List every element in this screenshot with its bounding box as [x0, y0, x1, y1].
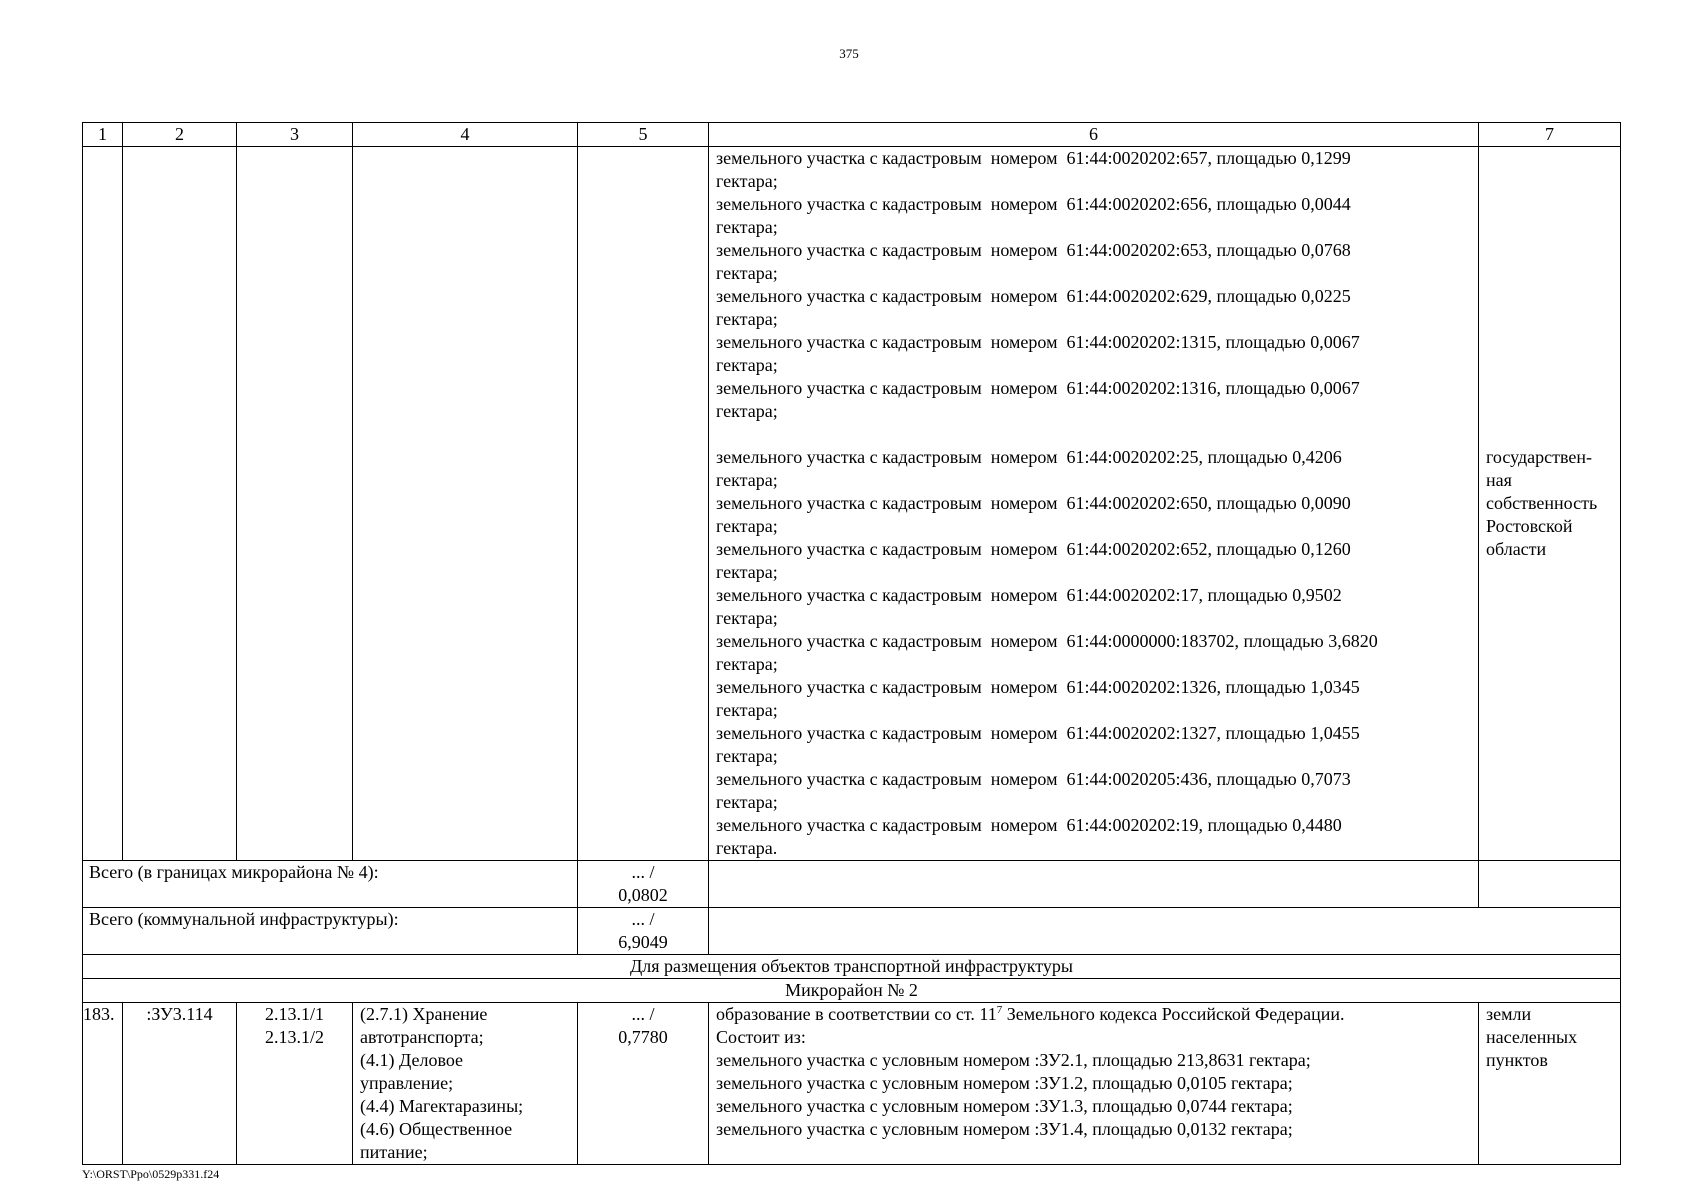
column-header-6: 6	[709, 123, 1479, 147]
parcel-entry	[716, 193, 1478, 239]
ownership-offset	[1486, 147, 1620, 446]
cell-empty	[1479, 861, 1621, 908]
parcel-description: земельного участка с кадастровым номером 61:44:0020202:653, площадью 0,0768	[716, 240, 1351, 260]
parcel-description: земельного участка с кадастровым номером 61:44:0020202:1327, площадью 1,0455	[716, 723, 1360, 743]
parcel-entry	[716, 584, 1478, 630]
total-microdistrict-value	[578, 861, 709, 908]
land-parcels-table	[82, 122, 1621, 1165]
parcel-unit: гектара;	[716, 171, 778, 191]
column-header-5: 5	[578, 123, 709, 147]
parcel-unit: гектара;	[716, 746, 778, 766]
parcel-description: земельного участка с кадастровым номером 61:44:0020202:656, площадью 0,0044	[716, 194, 1351, 214]
composition-part: земельного участка с условным номером :ЗУ1.2, площадью 0,0105 гектара;	[716, 1073, 1293, 1093]
parcel-entry	[716, 676, 1478, 722]
category-line: населенных	[1486, 1027, 1578, 1047]
use-line: (4.6) Общественное	[360, 1119, 513, 1139]
cell-permitted-use	[353, 147, 578, 861]
total-label-text: Всего (в границах микрорайона № 4):	[89, 862, 379, 882]
cell-row-number	[83, 147, 123, 861]
cell-ownership	[1479, 147, 1621, 861]
parcel-entry	[716, 538, 1478, 584]
continuation-row	[83, 147, 1621, 861]
parcel-description: земельного участка с кадастровым номером 61:44:0020202:19, площадью 0,4480	[716, 815, 1342, 835]
cell-composition	[709, 147, 1479, 861]
value-top: ... /	[631, 862, 655, 882]
composition-label: Состоит из:	[716, 1027, 806, 1047]
category-line: пунктов	[1486, 1050, 1548, 1070]
parcel-entry	[716, 722, 1478, 768]
value-top: ... /	[631, 909, 655, 929]
parcel-entry	[716, 768, 1478, 814]
parcel-entry	[716, 285, 1478, 331]
formation-suffix: Земельного кодекса Российской Федерации.	[1002, 1004, 1345, 1024]
parcel-unit: гектара;	[716, 355, 778, 375]
composition-part: земельного участка с условным номером :ЗУ1.3, площадью 0,0744 гектара;	[716, 1096, 1293, 1116]
formation-line	[716, 1003, 1478, 1026]
parcel-entry	[716, 147, 1478, 193]
row-number-text: 183.	[83, 1004, 115, 1024]
parcel-unit: гектара;	[716, 608, 778, 628]
zone-code: 2.13.1/2	[264, 1027, 324, 1047]
use-line: (4.1) Деловое	[360, 1050, 464, 1070]
use-line: (4.4) Магектаразины;	[360, 1096, 524, 1116]
zone-codes	[237, 1003, 353, 1165]
parcel-description: земельного участка с кадастровым номером 61:44:0020202:17, площадью 0,9502	[716, 585, 1342, 605]
parcel-unit: гектара.	[716, 838, 778, 858]
parcel-description: земельного участка с кадастровым номером 61:44:0020202:629, площадью 0,0225	[716, 286, 1351, 306]
area-value	[578, 1003, 709, 1165]
parcel-unit: гектара;	[716, 401, 778, 421]
section-title: Для размещения объектов транспортной инфраструктуры	[83, 955, 1621, 979]
parcel-unit: гектара;	[716, 309, 778, 329]
ownership-line: государствен-	[1486, 447, 1593, 467]
composition	[709, 1003, 1479, 1165]
parcel-description: земельного участка с кадастровым номером 61:44:0020202:1315, площадью 0,0067	[716, 332, 1360, 352]
subsection-title-row	[83, 979, 1621, 1003]
composition-part: земельного участка с условным номером :ЗУ1.4, площадью 0,0132 гектара;	[716, 1119, 1293, 1139]
total-microdistrict-row	[83, 861, 1621, 908]
parcel-unit: гектара;	[716, 263, 778, 283]
use-line: питание;	[360, 1142, 428, 1162]
column-header-3: 3	[237, 123, 353, 147]
total-communal-row	[83, 908, 1621, 955]
parcel-description: земельного участка с кадастровым номером 61:44:0020202:1316, площадью 0,0067	[716, 378, 1360, 398]
parcel-description: земельного участка с кадастровым номером 61:44:0020202:25, площадью 0,4206	[716, 447, 1342, 467]
parcel-code-text: :ЗУ3.114	[146, 1004, 213, 1024]
table-row	[83, 1003, 1621, 1165]
composition-part: земельного участка с условным номером :ЗУ2.1, площадью 213,8631 гектара;	[716, 1050, 1311, 1070]
permitted-uses	[353, 1003, 578, 1165]
table-header-row	[83, 123, 1621, 147]
cell-empty	[709, 861, 1479, 908]
parcel-code	[123, 1003, 237, 1165]
parcel-description: земельного участка с кадастровым номером 61:44:0020202:1326, площадью 1,0345	[716, 677, 1360, 697]
parcel-description: земельного участка с кадастровым номером 61:44:0020202:657, площадью 0,1299	[716, 148, 1351, 168]
ownership-line: ная	[1486, 470, 1512, 490]
parcel-unit: гектара;	[716, 217, 778, 237]
cell-empty	[709, 908, 1621, 955]
area-top: ... /	[631, 1004, 655, 1024]
value-bottom: 0,0802	[618, 885, 668, 905]
column-header-4: 4	[353, 123, 578, 147]
total-label-text: Всего (коммунальной инфраструктуры):	[89, 909, 399, 929]
parcel-entry	[716, 377, 1478, 423]
parcel-entry	[716, 630, 1478, 676]
zone-code: 2.13.1/1	[264, 1004, 324, 1024]
parcel-unit: гектара;	[716, 516, 778, 536]
ownership-line: Ростовской	[1486, 516, 1573, 536]
total-communal-value	[578, 908, 709, 955]
parcel-entry	[716, 492, 1478, 538]
parcel-entry	[716, 446, 1478, 492]
parcel-entry	[716, 814, 1478, 860]
ownership-line: области	[1486, 539, 1547, 559]
category-line: земли	[1486, 1004, 1532, 1024]
parcel-unit: гектара;	[716, 654, 778, 674]
use-line: (2.7.1) Хранение	[360, 1004, 488, 1024]
parcel-unit: гектара;	[716, 470, 778, 490]
total-microdistrict-label	[83, 861, 578, 908]
cell-area	[578, 147, 709, 861]
cell-zone	[237, 147, 353, 861]
parcel-entry	[716, 239, 1478, 285]
ownership-line: собственность	[1486, 493, 1598, 513]
cell-parcel-code	[123, 147, 237, 861]
column-header-2: 2	[123, 123, 237, 147]
total-communal-label	[83, 908, 578, 955]
land-category	[1479, 1003, 1621, 1165]
subsection-title: Микрорайон № 2	[83, 979, 1621, 1003]
use-line: автотранспорта;	[360, 1027, 484, 1047]
parcel-description: земельного участка с кадастровым номером 61:44:0020205:436, площадью 0,7073	[716, 769, 1351, 789]
footer-file-path: Y:\ORST\Ppo\0529p331.f24	[82, 1167, 220, 1181]
blank-line	[716, 423, 1478, 446]
page-number: 375	[839, 46, 859, 61]
parcel-description: земельного участка с кадастровым номером 61:44:0020202:650, площадью 0,0090	[716, 493, 1351, 513]
column-header-7: 7	[1479, 123, 1621, 147]
parcel-description: земельного участка с кадастровым номером 61:44:0000000:183702, площадью 3,6820	[716, 631, 1378, 651]
row-number	[83, 1003, 123, 1165]
area-bottom: 0,7780	[618, 1027, 668, 1047]
section-title-row	[83, 955, 1621, 979]
formation-prefix: образование в соответствии со ст. 11	[716, 1004, 997, 1024]
parcel-unit: гектара;	[716, 700, 778, 720]
parcel-unit: гектара;	[716, 792, 778, 812]
parcel-description: земельного участка с кадастровым номером 61:44:0020202:652, площадью 0,1260	[716, 539, 1351, 559]
value-bottom: 6,9049	[618, 932, 668, 952]
parcel-entry	[716, 331, 1478, 377]
use-line: управление;	[360, 1073, 454, 1093]
parcel-unit: гектара;	[716, 562, 778, 582]
formation-superscript: 7	[996, 1004, 1003, 1016]
column-header-1: 1	[83, 123, 123, 147]
